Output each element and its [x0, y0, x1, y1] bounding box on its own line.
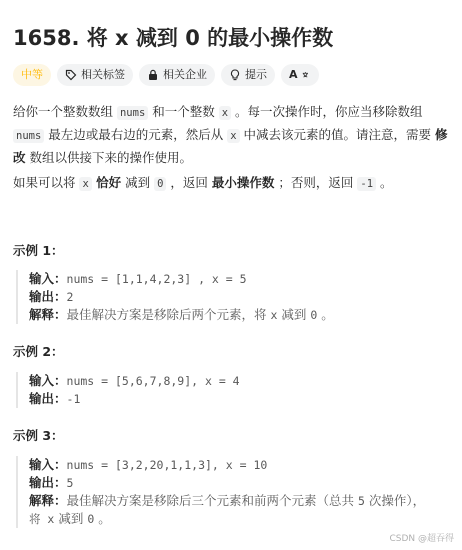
- hint-button[interactable]: [221, 64, 275, 86]
- example-1-output: 2: [66, 290, 74, 304]
- example-2-output: -1: [66, 392, 81, 406]
- translate-icon: A: [289, 68, 298, 81]
- difficulty-badge[interactable]: [13, 64, 51, 86]
- inline-code: nums: [13, 129, 44, 143]
- example-2-block: 输入：nums = [5,6,7,8,9], x = 4 输出：-1: [16, 372, 240, 408]
- tag-bar: [13, 64, 319, 86]
- difficulty-label: 中等: [21, 68, 43, 81]
- inline-code: nums: [117, 106, 148, 120]
- related-companies-label: 相关企业: [163, 68, 207, 81]
- inline-code: x: [219, 106, 231, 120]
- example-3-title: 示例 3：: [13, 428, 64, 443]
- related-companies-button[interactable]: [139, 64, 215, 86]
- example-3-block: 输入：nums = [3,2,20,1,1,3], x = 10 输出：5 解释：最佳解决方案是移除后三个元素和前两个元素（总共 5 次操作）， 将 x 减到 0 。: [16, 456, 425, 528]
- watermark: CSDN @超吞得: [389, 534, 454, 544]
- inline-code: x: [227, 129, 239, 143]
- description-paragraph-2: 如果可以将 x 恰好 减到 0 ，返回 最小操作数 ；否则，返回 -1 。: [13, 175, 393, 190]
- related-tags-label: 相关标签: [81, 68, 125, 81]
- tag-icon: [65, 69, 77, 81]
- example-3-output: 5: [66, 476, 74, 490]
- example-2-input: nums = [5,6,7,8,9], x = 4: [66, 374, 240, 388]
- description-paragraph-1: 给你一个整数数组 nums 和一个整数 x 。每一次操作时，你应当移除数组 nums 最左边或最右边的元素，然后从 x 中减去该元素的值。请注意，需要 修 改 数组以供接下来的操作使用。: [13, 104, 448, 165]
- translate-glyph-icon: [302, 71, 311, 80]
- example-2-title: 示例 2：: [13, 344, 64, 359]
- example-3-input: nums = [3,2,20,1,1,3], x = 10: [66, 458, 268, 472]
- lock-icon: [147, 69, 159, 81]
- hint-label: 提示: [245, 68, 267, 81]
- example-1-input: nums = [1,1,4,2,3] , x = 5: [66, 272, 247, 286]
- example-1-title: 示例 1：: [13, 243, 64, 258]
- lightbulb-icon: [229, 69, 241, 81]
- inline-code: x: [79, 177, 91, 191]
- inline-code: -1: [357, 177, 376, 191]
- problem-title: 1658. 将 x 减到 0 的最小操作数: [13, 26, 334, 50]
- translate-button[interactable]: [281, 64, 319, 86]
- example-1-block: 输入：nums = [1,1,4,2,3] , x = 5 输出：2 解释：最佳解决方案是移除后两个元素，将 x 减到 0 。: [16, 270, 334, 324]
- inline-code: 0: [154, 177, 166, 191]
- related-tags-button[interactable]: [57, 64, 133, 86]
